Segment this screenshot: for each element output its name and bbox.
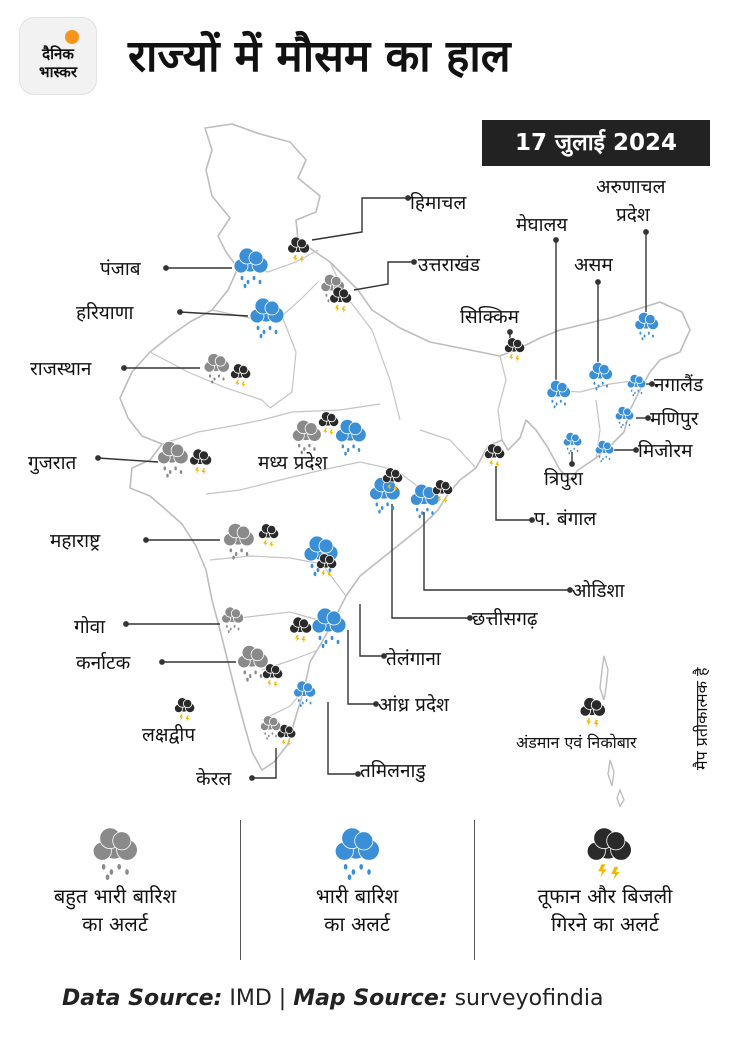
leader-dot xyxy=(160,660,164,664)
leader-line xyxy=(312,198,408,240)
state-label: मेघालय xyxy=(516,214,568,236)
legend-thunder-line1: तूफान और बिजली xyxy=(537,884,673,908)
state-label: केरल xyxy=(196,768,232,790)
state-label: मध्य प्रदेश xyxy=(258,452,328,474)
leader-dot xyxy=(644,230,648,234)
state-label: अरुणाचल xyxy=(596,176,666,198)
leader-dot xyxy=(508,330,512,334)
state-label: पंजाब xyxy=(100,258,141,280)
map-source-label: Map Source: xyxy=(293,986,448,1011)
state-label: गोवा xyxy=(74,616,106,638)
state-label: लक्षद्वीप xyxy=(142,724,196,746)
thunderstorm-icon xyxy=(174,698,194,722)
leader-line xyxy=(496,466,532,520)
state-label: आंध्र प्रदेश xyxy=(378,694,449,716)
heavy-rain-icon xyxy=(335,828,379,880)
state-label: सिक्किम xyxy=(460,306,519,328)
leader-dot xyxy=(96,456,100,460)
source-footer xyxy=(62,986,603,1011)
state-label: मणिपुर xyxy=(650,408,699,430)
very-heavy-rain-icon xyxy=(93,828,137,880)
state-label: त्रिपुरा xyxy=(544,468,583,490)
legend-very-heavy-line2: का अलर्ट xyxy=(82,912,148,936)
legend-divider xyxy=(240,820,241,960)
legend-very-heavy-line1: बहुत भारी बारिश xyxy=(53,884,177,908)
legend-divider xyxy=(474,820,475,960)
leader-line xyxy=(360,604,384,656)
leader-dot xyxy=(250,776,254,780)
state-label: प. बंगाल xyxy=(534,508,597,530)
state-label: तेलंगाना xyxy=(386,648,441,670)
state-label: उत्तराखंड xyxy=(418,254,480,276)
state-label: प्रदेश xyxy=(616,204,650,226)
state-label: छत्तीसगढ़ xyxy=(472,608,538,630)
legend-heavy xyxy=(242,882,472,938)
andaman-islands xyxy=(600,656,624,806)
logo-line2: भास्कर xyxy=(39,63,77,81)
leader-dot xyxy=(412,260,416,264)
legend-heavy-line2: का अलर्ट xyxy=(324,912,390,936)
leader-line xyxy=(354,262,414,290)
state-label: मिजोरम xyxy=(638,440,693,462)
state-label: असम xyxy=(574,254,613,276)
map-note: मैप प्रतीकात्मक है xyxy=(692,667,711,770)
legend-thunder-line2: गिरने का अलर्ट xyxy=(551,912,659,936)
leader-dot xyxy=(554,238,558,242)
state-label: कर्नाटक xyxy=(76,652,131,674)
state-label: गुजरात xyxy=(28,452,77,474)
state-label: महाराष्ट्र xyxy=(50,530,101,552)
thunderstorm-icon xyxy=(580,698,606,728)
leader-dot xyxy=(122,366,126,370)
logo-line1: दैनिक xyxy=(42,45,74,63)
state-label: हरियाणा xyxy=(76,302,134,324)
leader-dot xyxy=(124,622,128,626)
state-label: अंडमान एवं निकोबार xyxy=(516,733,637,752)
legend-very-heavy xyxy=(0,882,230,938)
legend-thunder xyxy=(490,882,720,938)
state-label: हिमाचल xyxy=(410,192,467,214)
state-label: तमिलनाडु xyxy=(360,760,426,782)
leader-dot xyxy=(178,310,182,314)
state-label: नगालैंड xyxy=(654,374,704,396)
legend-heavy-line1: भारी बारिश xyxy=(315,884,399,908)
leader-dot xyxy=(164,266,168,270)
leader-dot xyxy=(144,538,148,542)
state-label: राजस्थान xyxy=(30,358,92,380)
thunderstorm-icon xyxy=(587,828,631,880)
data-source-label: Data Source: xyxy=(62,986,223,1011)
leader-dot xyxy=(596,280,600,284)
leader-dot xyxy=(570,462,574,466)
state-label: ओडिशा xyxy=(572,580,625,602)
page-title: राज्यों में मौसम का हाल xyxy=(128,31,511,82)
leader-line xyxy=(328,702,358,774)
leader-line xyxy=(348,630,376,704)
map-source-value: surveyofindia xyxy=(454,986,604,1011)
date-badge: 17 जुलाई 2024 xyxy=(482,120,710,166)
data-source-value: IMD | xyxy=(229,986,287,1011)
thunderstorm-icon xyxy=(484,444,504,468)
